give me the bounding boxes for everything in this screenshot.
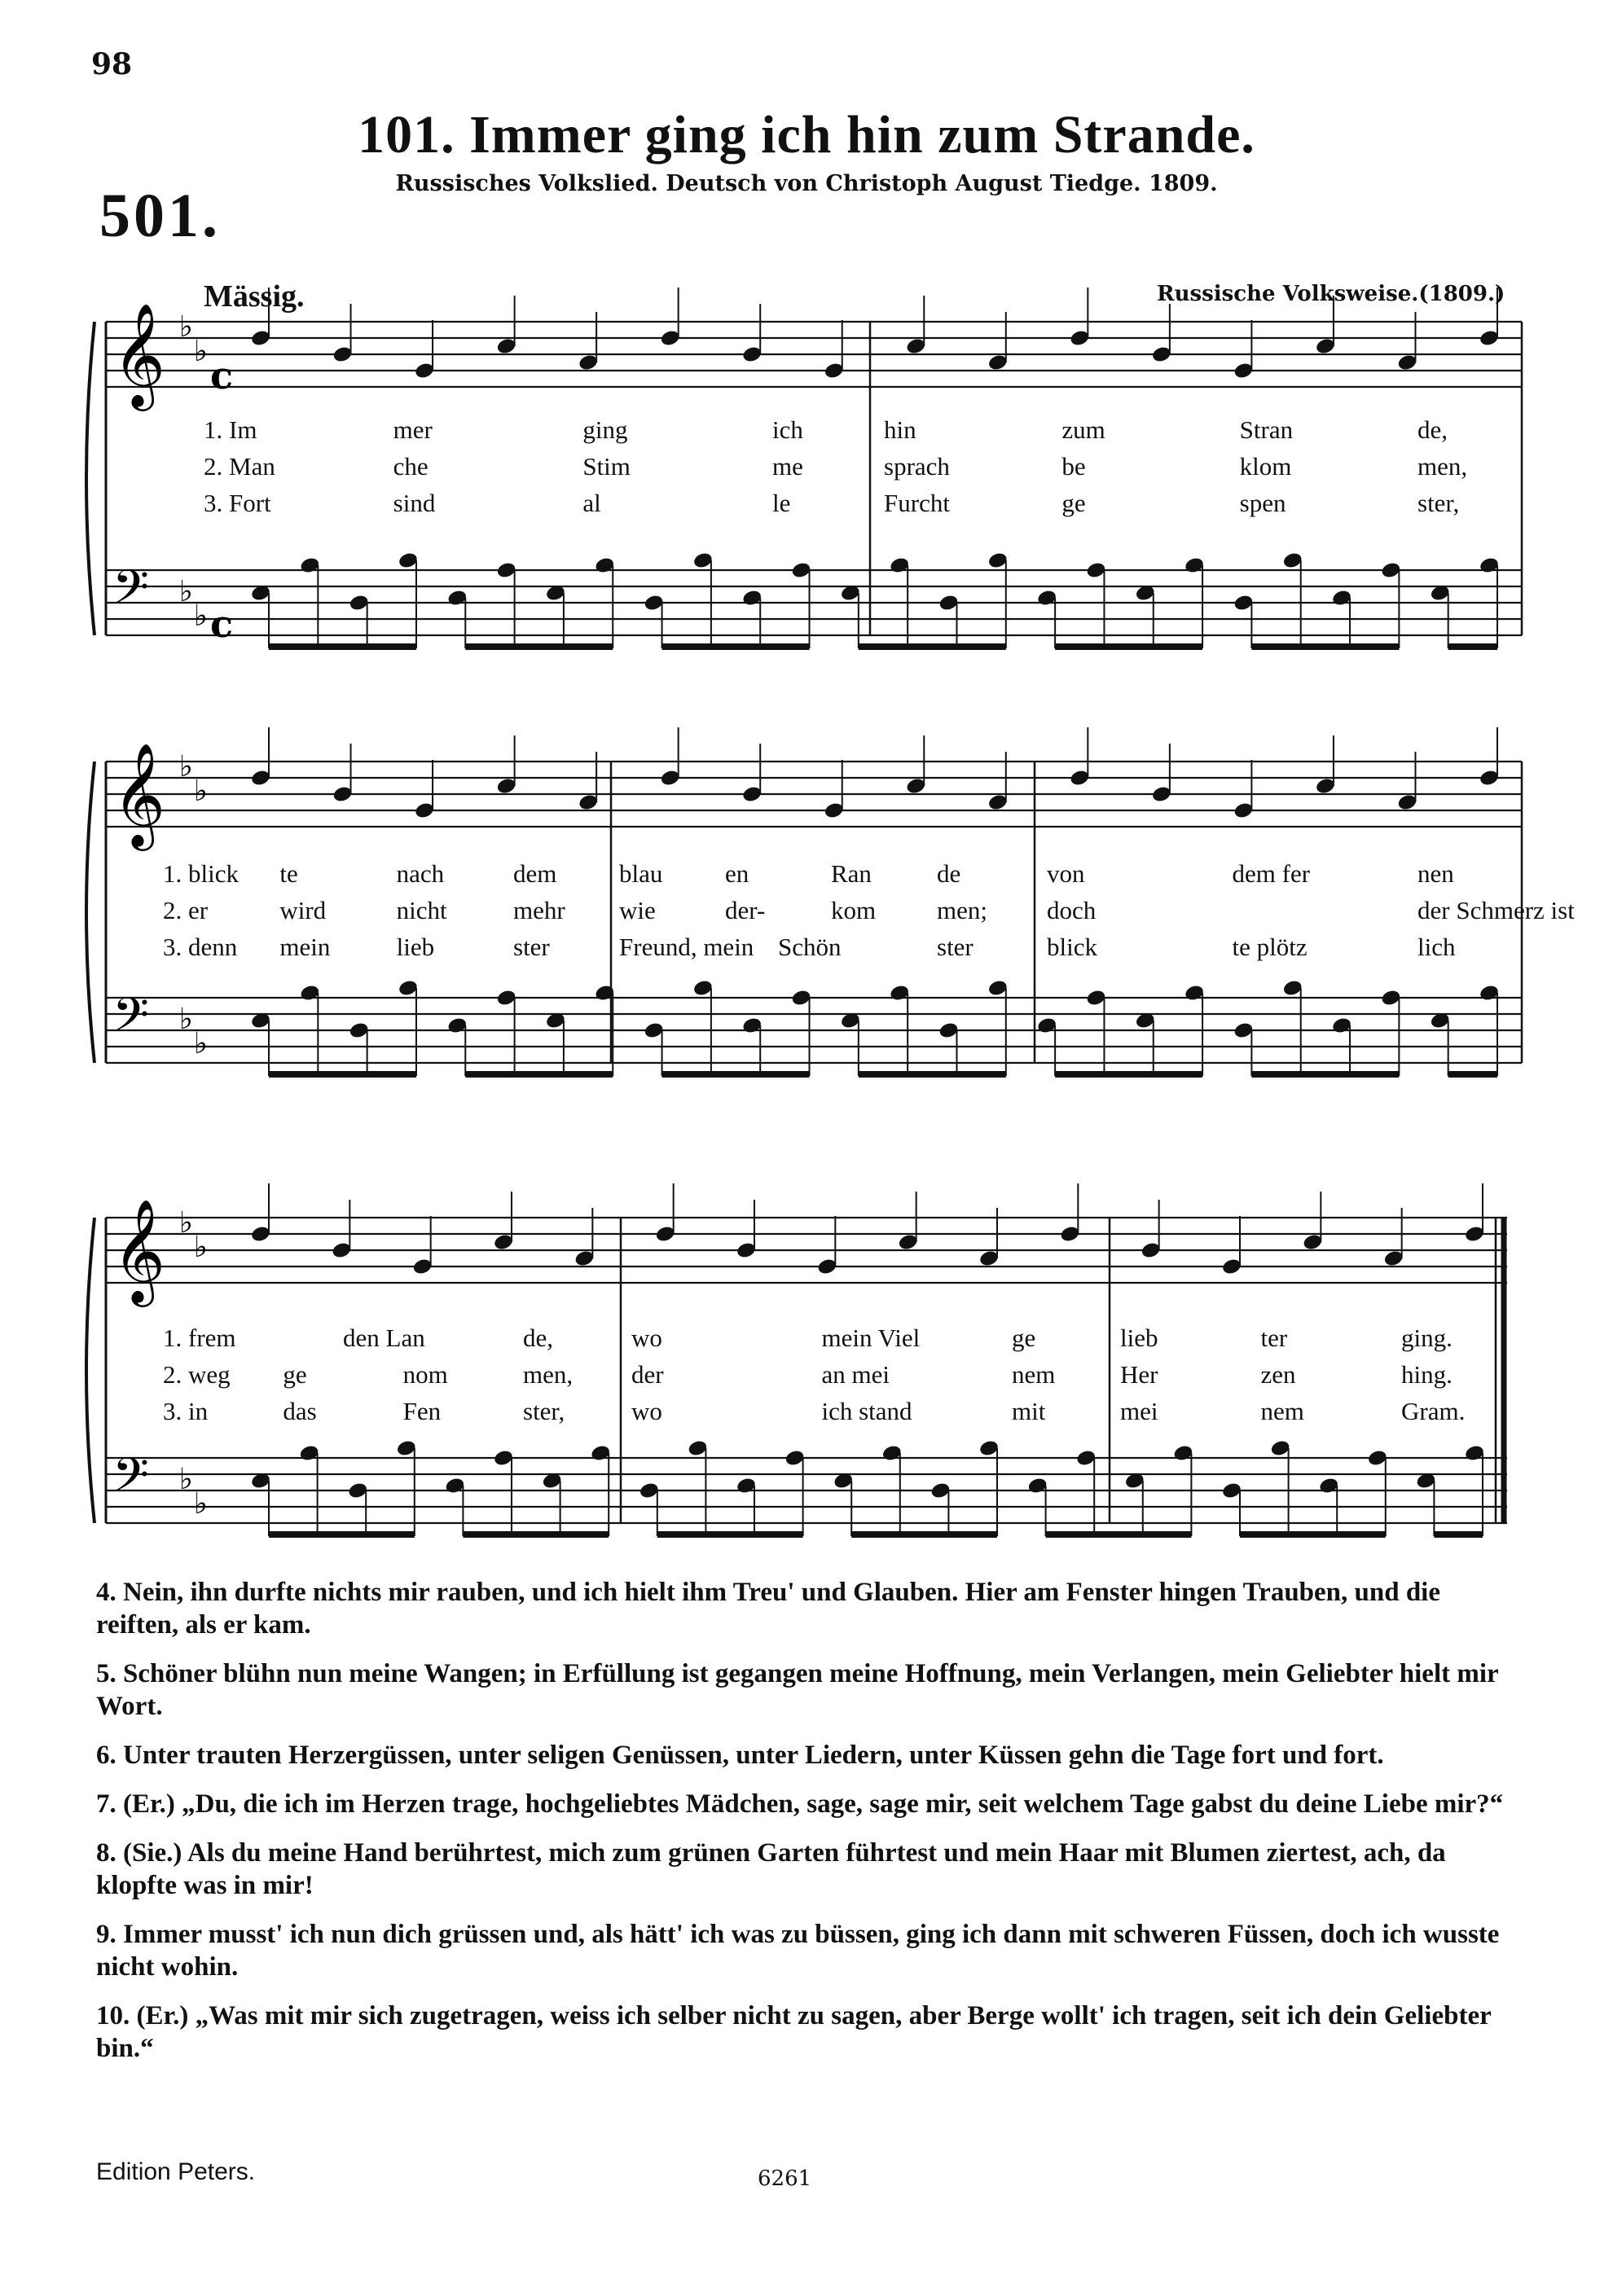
lyric-syllable: ster [513,933,550,961]
system-brace [86,322,94,635]
beam [851,1531,997,1538]
lyric-syllable: 1. frem [163,1324,236,1352]
lyric-syllable: ge [1061,489,1086,517]
time-signature: c [210,602,234,646]
lyric-syllable: 3. Fort [204,489,271,517]
beam [269,643,416,650]
lyric-syllable: Freund, mein [619,933,754,961]
lyric-syllable: den Lan [343,1324,425,1352]
song-subtitle: Russisches Volkslied. Deutsch von Christoph August Tiedge. 1809. [395,171,1218,196]
lyric-syllable: ter [1260,1324,1288,1352]
beam [1055,643,1202,650]
lyric-syllable: te plötz [1232,933,1308,961]
lyric-syllable: Stim [582,452,631,481]
treble-clef: 𝄞 [112,1198,166,1302]
lyric-syllable: der Schmerz ist [1417,896,1575,924]
lyric-syllable: al [582,489,601,517]
bass-clef: 𝄢 [112,1447,150,1514]
song-number: 501. [99,182,221,250]
lyric-syllable: me [772,452,803,481]
bass-clef: 𝄢 [112,987,150,1054]
lyric-syllable: hin [884,415,916,444]
beam [1448,1071,1497,1078]
lyric-syllable: men; [937,896,987,924]
lyric-syllable: men, [1417,452,1468,481]
flat-sign: ♭ [194,1487,208,1521]
beam [1251,1071,1399,1078]
additional-verses [96,1576,1522,2081]
flat-sign: ♭ [194,599,208,633]
song-title: 101. Immer ging ich hin zum Strande. [358,105,1255,165]
lyric-syllable: mehr [513,896,565,924]
lyric-syllable: nen [1417,859,1454,888]
lyric-syllable: Her [1120,1360,1158,1389]
lyric-syllable: sprach [884,452,950,481]
verse-9: 9. Immer musst' ich nun dich grüssen und, als hätt' ich was zu büssen, ging ich dann mit schweren Füssen, doch ich wusste nicht wohin. [96,1920,1500,1982]
flat-sign: ♭ [179,575,193,608]
lyric-syllable: be [1061,452,1086,481]
lyric-syllable: lich [1417,933,1456,961]
beam [859,643,1006,650]
lyric-syllable: mer [393,415,433,444]
beam [463,1531,609,1538]
lyric-syllable: Ran [831,859,872,888]
lyric-syllable: wird [279,896,327,924]
lyric-syllable: kom [831,896,877,924]
lyric-syllable: von [1047,859,1085,888]
flat-sign: ♭ [179,1206,193,1240]
lyric-syllable: 1. blick [163,859,239,888]
verse-4: 4. Nein, ihn durfte nichts mir rauben, und ich hielt ihm Treu' und Glauben. Hier am Fenster hingen Trauben, und die reiften, als er kam. [96,1578,1440,1640]
lyric-syllable: 3. in [163,1397,209,1425]
lyric-syllable: 3. denn [163,933,238,961]
lyric-syllable: mei [1120,1397,1158,1425]
flat-sign: ♭ [194,335,208,368]
page-number: 98 [91,47,133,81]
lyric-syllable: ging. [1401,1324,1453,1352]
system-brace [86,762,94,1063]
flat-sign: ♭ [179,750,193,784]
verse-8: 8. (Sie.) Als du meine Hand berührtest, mich zum grünen Garten führtest und mein Haar mit Blumen ziertest, ach, da klopfte was in mir! [96,1838,1446,1900]
beam [269,1071,416,1078]
lyric-syllable: 2. er [163,896,209,924]
lyric-syllable: mit [1012,1397,1046,1425]
beam [859,1071,1006,1078]
lyric-syllable: lieb [1120,1324,1158,1352]
lyric-syllable: lieb [396,933,435,961]
treble-clef: 𝄞 [112,302,166,406]
lyric-syllable: sind [393,489,436,517]
lyric-syllable: mein Viel [821,1324,921,1352]
lyric-syllable: klom [1239,452,1292,481]
lyric-syllable: te [279,859,298,888]
verse-5: 5. Schöner blühn nun meine Wangen; in Erfüllung ist gegangen meine Hoffnung, mein Verlangen, mein Geliebter hielt mir Wort. [96,1659,1499,1721]
lyric-syllable: 2. weg [163,1360,231,1389]
lyric-syllable: zum [1061,415,1105,444]
lyric-syllable: de, [523,1324,554,1352]
publisher-footer: Edition Peters. [96,2158,256,2185]
lyric-syllable: der- [725,896,766,924]
lyric-syllable: mein [279,933,331,961]
lyric-syllable: 1. Im [204,415,257,444]
verse-10: 10. (Er.) „Was mit mir sich zugetragen, weiss ich selber nicht zu sagen, aber Berge wollt' ich tragen, seit ich dein Geliebter bin.“ [96,2001,1492,2063]
lyric-syllable: Furcht [884,489,950,517]
lyric-syllable: blick [1047,933,1097,961]
lyric-syllable: nem [1260,1397,1304,1425]
lyric-syllable: ich [772,415,803,444]
lyric-syllable: nom [402,1360,448,1389]
flat-sign: ♭ [179,310,193,344]
verse-6: 6. Unter trauten Herzergüssen, unter seligen Genüssen, unter Liedern, unter Küssen gehn die Tage fort und fort. [96,1741,1384,1770]
lyric-syllable: ster, [1417,489,1460,517]
lyric-syllable: ging [582,415,628,444]
verse-7: 7. (Er.) „Du, die ich im Herzen trage, hochgeliebtes Mädchen, sage, sage mir, seit welchem Tage gabst du deine Liebe mir?“ [96,1789,1504,1819]
plate-number: 6261 [758,2166,812,2191]
lyric-syllable: le [772,489,791,517]
lyric-syllable: wie [619,896,656,924]
flat-sign: ♭ [179,1463,193,1496]
lyric-syllable: nicht [396,896,447,924]
lyric-syllable: 2. Man [204,452,275,481]
lyric-syllable: Schön [778,933,842,961]
beam [465,643,613,650]
flat-sign: ♭ [194,775,208,808]
beam [657,1531,803,1538]
lyric-syllable: dem [513,859,557,888]
lyric-syllable: Gram. [1401,1397,1466,1425]
beam [1240,1531,1386,1538]
lyric-syllable: men, [523,1360,574,1389]
time-signature: c [210,353,234,397]
lyric-syllable: der [631,1360,664,1389]
lyric-syllable: Stran [1239,415,1294,444]
lyric-syllable: en [725,859,749,888]
lyric-syllable: de, [1417,415,1448,444]
composer-credit: Russische Volksweise.(1809.) [1157,282,1505,306]
lyric-syllable: wo [631,1324,662,1352]
beam [1251,643,1399,650]
lyric-syllable: dem fer [1232,859,1311,888]
beam [662,643,810,650]
lyric-syllable: ge [1012,1324,1036,1352]
flat-sign: ♭ [194,1231,208,1264]
lyric-syllable: che [393,452,429,481]
lyric-syllable: ster, [523,1397,565,1425]
system-brace [86,1218,94,1523]
lyric-syllable: spen [1239,489,1286,517]
beam [662,1071,810,1078]
lyric-syllable: blau [619,859,663,888]
lyric-syllable: hing. [1401,1360,1453,1389]
lyric-syllable: wo [631,1397,662,1425]
treble-clef: 𝄞 [112,742,166,846]
lyric-syllable: an mei [821,1360,890,1389]
beam [269,1531,415,1538]
beam [1055,1071,1202,1078]
beam [1046,1531,1192,1538]
lyric-syllable: ge [283,1360,307,1389]
bass-clef: 𝄢 [112,560,150,626]
beam [465,1071,613,1078]
lyric-syllable: ster [937,933,974,961]
tempo-marking: Mässig. [204,279,305,314]
beam [1434,1531,1483,1538]
lyric-syllable: das [283,1397,317,1425]
lyric-syllable: doch [1047,896,1097,924]
lyric-syllable: nem [1012,1360,1056,1389]
flat-sign: ♭ [179,1003,193,1036]
lyric-syllable: Fen [402,1397,442,1425]
beam [1448,643,1497,650]
lyric-syllable: nach [396,859,445,888]
flat-sign: ♭ [194,1027,208,1060]
lyric-syllable: ich stand [821,1397,912,1425]
lyric-syllable: de [937,859,961,888]
lyric-syllable: zen [1260,1360,1296,1389]
